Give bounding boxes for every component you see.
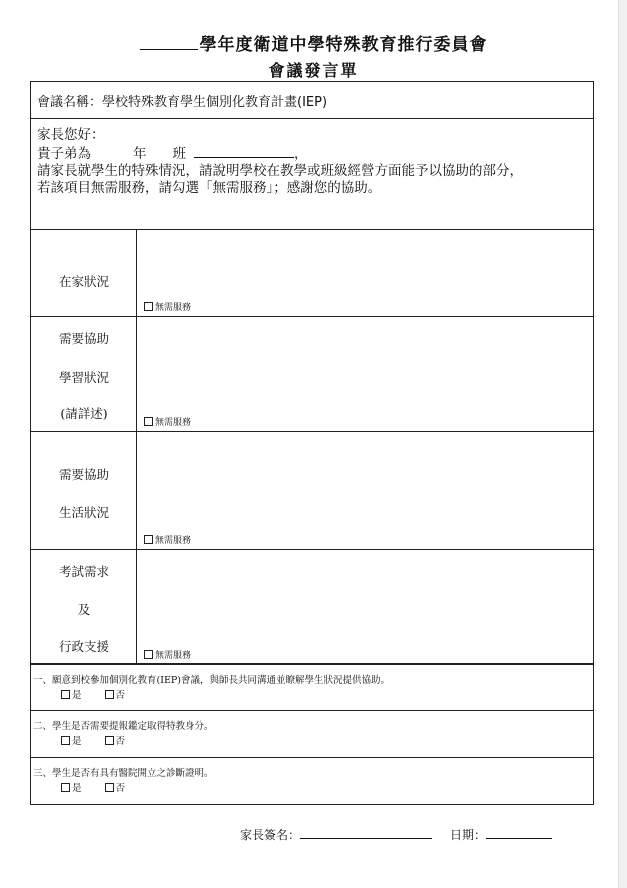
question-options <box>61 733 145 747</box>
checkbox-icon[interactable] <box>144 535 153 544</box>
checkbox-icon[interactable] <box>61 736 70 745</box>
request-line: 請家長就學生的特殊情況，請說明學校在教學或班級經營方面能予以協助的部分， <box>37 163 523 179</box>
date-label: 日期： <box>450 828 487 842</box>
section-learning-status <box>31 317 593 432</box>
child-class-line: 貴子弟為 年 班 ， <box>37 146 308 162</box>
no-service-checkbox[interactable]: 無需服務 <box>144 533 191 546</box>
section-label: 需要協助 生活狀況 <box>31 432 137 549</box>
option-yes[interactable]: 是 <box>61 780 82 794</box>
school-year-blank[interactable] <box>140 35 198 50</box>
scrollbar[interactable] <box>618 0 627 888</box>
checkbox-icon[interactable] <box>105 736 114 745</box>
question-row: 一、願意到校參加個別化教育(IEP)會議，與師長共同溝通並瞭解學生狀況提供協助。 是 否 <box>31 664 593 711</box>
checkbox-icon[interactable] <box>144 650 153 659</box>
checkbox-icon[interactable] <box>144 417 153 426</box>
checkbox-icon[interactable] <box>105 690 114 699</box>
form-subtitle: 會議發言單 <box>268 61 359 80</box>
option-yes[interactable]: 是 <box>61 733 82 747</box>
checkbox-icon[interactable] <box>144 302 153 311</box>
meeting-name-row: 會議名稱：學校特殊教育學生個別化教育計畫(IEP) <box>31 82 593 119</box>
section-label: 考試需求 及 行政支援 <box>31 550 137 664</box>
checkbox-icon[interactable] <box>61 690 70 699</box>
section-home-status <box>31 230 593 317</box>
signature-footer <box>240 826 552 843</box>
section-living-status <box>31 432 593 550</box>
signature-label: 家長簽名： <box>240 828 301 842</box>
section-exam-admin <box>31 550 593 664</box>
option-no[interactable]: 否 <box>105 687 126 701</box>
section-label: 在家狀況 <box>31 230 137 316</box>
option-yes[interactable]: 是 <box>61 687 82 701</box>
no-service-checkbox[interactable]: 無需服務 <box>144 415 191 428</box>
salutation: 家長您好： <box>37 127 105 143</box>
greeting-row <box>31 119 593 230</box>
no-service-checkbox[interactable]: 無需服務 <box>144 300 191 313</box>
no-service-checkbox[interactable]: 無需服務 <box>144 648 191 661</box>
option-no[interactable]: 否 <box>105 780 126 794</box>
checkbox-icon[interactable] <box>105 783 114 792</box>
questions-table <box>30 664 594 805</box>
student-name-field[interactable] <box>194 144 294 158</box>
question-row: 三、學生是否有具有醫院開立之診斷證明。 是 否 <box>33 768 214 794</box>
section-label: 需要協助 學習狀況 (請詳述) <box>31 317 137 431</box>
question-row: 二、學生是否需要提報鑑定取得特教身分。 是 否 <box>31 711 593 758</box>
instruction-line: 若該項目無需服務，請勾選「無需服務」；感謝您的協助。 <box>37 180 382 196</box>
option-no[interactable]: 否 <box>105 733 126 747</box>
signature-field[interactable] <box>300 826 432 839</box>
form-table <box>30 81 594 664</box>
checkbox-icon[interactable] <box>61 783 70 792</box>
form-title: 學年度衛道中學特殊教育推行委員會 <box>0 30 627 55</box>
question-options <box>61 780 145 794</box>
question-options <box>61 687 145 701</box>
date-field[interactable] <box>486 826 552 839</box>
